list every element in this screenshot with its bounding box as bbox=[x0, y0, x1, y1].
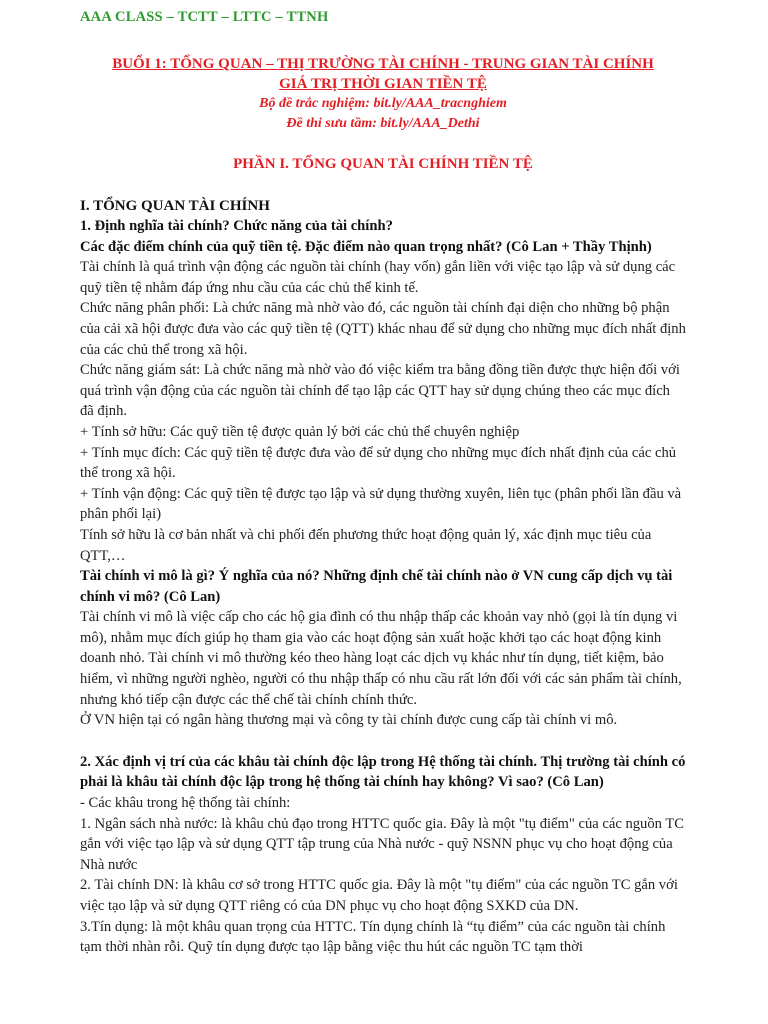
paragraph: Tài chính là quá trình vận động các nguồn tài chính (hay vốn) gắn liền với việc tạo lập và sử dụng các quỹ tiền tệ nhằm đáp ứng nhu cầu của các chủ thể kinh tế. bbox=[80, 259, 676, 296]
part-title: PHẦN I. TỔNG QUAN TÀI CHÍNH TIỀN TỆ bbox=[233, 156, 533, 172]
title-block bbox=[80, 54, 686, 134]
paragraph: + Tính vận động: Các quỹ tiền tệ được tạo lập và sử dụng thường xuyên, liên tục (phân phối lần đầu và phân phối lại) bbox=[80, 485, 682, 523]
paragraph: + Tính sở hữu: Các quỹ tiền tệ được quản lý bởi các chủ thể chuyên nghiệp bbox=[80, 423, 520, 440]
question-heading: Tài chính vi mô là gì? Ý nghĩa của nó? Những định chế tài chính nào ở VN cung cấp dịch vụ tài chính vi mô? (Cô Lan) bbox=[80, 568, 673, 605]
question-heading: Các đặc điểm chính của quỹ tiền tệ. Đặc điểm nào quan trọng nhất? (Cô Lan + Thầy Thịnh) bbox=[80, 238, 652, 255]
paragraph: 1. Ngân sách nhà nước: là khâu chủ đạo trong HTTC quốc gia. Đây là một "tụ điểm" của các nguồn TC gắn với việc tạo lập và sử dụng QTT tập trung của Nhà nước - quỹ NSNN phục vụ cho hoạt động của Nhà nước bbox=[80, 815, 684, 873]
paragraph: Chức năng giám sát: Là chức năng mà nhờ vào đó việc kiểm tra bằng đồng tiền được thực hiện đối với quá trình vận động của các nguồn tài chính để tạo lập các QTT hay sử dụng chúng theo các mục đích đã định. bbox=[80, 362, 680, 420]
section-title: I. TỔNG QUAN TÀI CHÍNH bbox=[80, 198, 270, 214]
paragraph: Tính sở hữu là cơ bản nhất và chi phối đến phương thức hoạt động quản lý, xác định mục tiêu của QTT,… bbox=[80, 526, 652, 564]
paragraph: + Tính mục đích: Các quỹ tiền tệ được đưa vào để sử dụng cho những mục đích nhất định của các chủ thể trong xã hội. bbox=[80, 444, 677, 482]
paragraph: Ở VN hiện tại có ngân hàng thương mại và công ty tài chính được cung cấp tài chính vi mô. bbox=[80, 712, 618, 729]
paragraph: 2. Tài chính DN: là khâu cơ sở trong HTTC quốc gia. Đây là một "tụ điểm" của các nguồn TC gắn với việc tạo lập và sử dụng QTT riêng có của DN phục vụ cho hoạt động SXKD của DN. bbox=[80, 877, 678, 914]
spacer bbox=[80, 731, 686, 752]
question-heading: 2. Xác định vị trí của các khâu tài chính độc lập trong Hệ thống tài chính. Thị trường tài chính có phải là khâu tài chính độc lập trong hệ thống tài chính hay không? Vì sao? (Cô Lan) bbox=[80, 753, 686, 791]
class-header: AAA CLASS – TCTT – LTTC – TTNH bbox=[80, 9, 329, 25]
session-subtitle: GIÁ TRỊ THỜI GIAN TIỀN TỆ bbox=[279, 76, 487, 92]
paragraph: Chức năng phân phối: Là chức năng mà nhờ vào đó, các nguồn tài chính đại diện cho những bộ phận của cải xã hội được đưa vào các quỹ tiền tệ (QTT) khác nhau để sử dụng cho những mục đích nhất định của các chủ thể trong xã hội. bbox=[80, 300, 686, 358]
paragraph: - Các khâu trong hệ thống tài chính: bbox=[80, 795, 291, 812]
question-heading: 1. Định nghĩa tài chính? Chức năng của tài chính? bbox=[80, 218, 393, 234]
paragraph: 3.Tín dụng: là một khâu quan trọng của HTTC. Tín dụng chính là “tụ điểm” của các nguồn tài chính tạm thời nhàn rỗi. Quỹ tín dụng được tạo lập bằng việc thu hút các nguồn TC tạm thời bbox=[80, 918, 666, 956]
paragraph: Tài chính vi mô là việc cấp cho các hộ gia đình có thu nhập thấp các khoản vay nhỏ (gọi là tín dụng vi mô), nhằm mục đích giúp họ tham gia vào các hoạt động sản xuất hoặc khởi tạo các hoạt động kinh doanh nhỏ. Tài chính vi mô thường kéo theo hàng loạt các dịch vụ khác như tín dụng, tiết kiệm, bảo hiểm, vì những người nghèo, người có thu nhập thấp có nhu cầu rất lớn đối với các sản phẩm tài chính, nhưng khó tiếp cận được các thể chế tài chính chính thức. bbox=[80, 609, 682, 708]
quiz-link[interactable]: Bộ đề trắc nghiệm: bit.ly/AAA_tracnghiem bbox=[259, 96, 507, 111]
document-content bbox=[80, 216, 686, 958]
session-title: BUỔI 1: TỔNG QUAN – THỊ TRƯỜNG TÀI CHÍNH - TRUNG GIAN TÀI CHÍNH bbox=[112, 56, 654, 72]
exam-link[interactable]: Đề thi sưu tầm: bit.ly/AAA_Dethi bbox=[286, 116, 480, 131]
